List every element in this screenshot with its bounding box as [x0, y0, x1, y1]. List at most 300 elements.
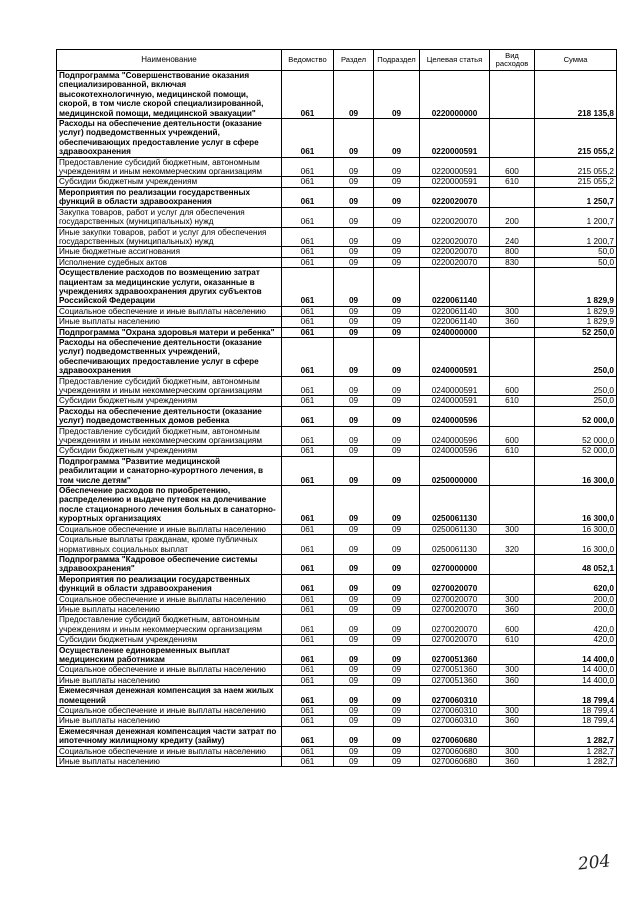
- cell-subsection: 09: [374, 337, 420, 376]
- cell-name: Иные выплаты населению: [57, 757, 282, 767]
- cell-dept: 061: [282, 757, 334, 767]
- cell-name: Субсидии бюджетным учреждениям: [57, 446, 282, 456]
- cell-dept: 061: [282, 594, 334, 604]
- cell-sum: 16 300,0: [535, 456, 617, 485]
- table-header-row: [57, 50, 617, 71]
- cell-sum: 18 799,4: [535, 706, 617, 716]
- cell-target: 0270060310: [420, 706, 490, 716]
- cell-dept: 061: [282, 227, 334, 247]
- cell-section: 09: [334, 446, 374, 456]
- table-row: [57, 554, 617, 574]
- cell-expense: [490, 645, 535, 665]
- cell-subsection: 09: [374, 594, 420, 604]
- cell-name: Предоставление субсидий бюджетным, автономным учреждениям и иным некоммерческим организациям: [57, 426, 282, 446]
- cell-section: 09: [334, 376, 374, 396]
- cell-subsection: 09: [374, 446, 420, 456]
- cell-target: 0240000596: [420, 426, 490, 446]
- table-row: [57, 227, 617, 247]
- table-row: [57, 635, 617, 645]
- cell-subsection: 09: [374, 257, 420, 267]
- cell-dept: 061: [282, 327, 334, 337]
- cell-name: Иные бюджетные ассигнования: [57, 247, 282, 257]
- cell-target: 0220020070: [420, 257, 490, 267]
- cell-section: 09: [334, 177, 374, 187]
- cell-subsection: 09: [374, 746, 420, 756]
- cell-name: Подпрограмма "Развитие медицинской реабилитации и санаторно-курортного лечения, в том числе детям": [57, 456, 282, 485]
- cell-target: 0220000591: [420, 177, 490, 187]
- cell-expense: [490, 574, 535, 594]
- cell-subsection: 09: [374, 306, 420, 316]
- cell-dept: 061: [282, 177, 334, 187]
- cell-dept: 061: [282, 645, 334, 665]
- cell-subsection: 09: [374, 247, 420, 257]
- cell-target: 0240000596: [420, 406, 490, 426]
- cell-subsection: 09: [374, 157, 420, 177]
- cell-sum: 1 829,9: [535, 317, 617, 327]
- cell-name: Социальное обеспечение и иные выплаты населению: [57, 524, 282, 534]
- cell-section: 09: [334, 157, 374, 177]
- cell-expense: 830: [490, 257, 535, 267]
- table-row: [57, 406, 617, 426]
- table-row: [57, 524, 617, 534]
- cell-sum: 1 250,7: [535, 187, 617, 207]
- table-row: [57, 686, 617, 706]
- table-row: [57, 157, 617, 177]
- cell-expense: 360: [490, 604, 535, 614]
- cell-sum: 1 200,7: [535, 227, 617, 247]
- cell-expense: 610: [490, 177, 535, 187]
- cell-expense: 360: [490, 716, 535, 726]
- cell-section: 09: [334, 257, 374, 267]
- cell-sum: 16 300,0: [535, 535, 617, 555]
- table-row: [57, 665, 617, 675]
- page-number: 204: [577, 851, 612, 875]
- table-row: [57, 257, 617, 267]
- cell-subsection: 09: [374, 376, 420, 396]
- cell-name: Социальное обеспечение и иные выплаты населению: [57, 665, 282, 675]
- table-row: [57, 268, 617, 307]
- cell-target: 0240000596: [420, 446, 490, 456]
- cell-expense: 300: [490, 594, 535, 604]
- cell-section: 09: [334, 227, 374, 247]
- cell-section: 09: [334, 686, 374, 706]
- cell-dept: 061: [282, 706, 334, 716]
- cell-sum: 14 400,0: [535, 675, 617, 685]
- cell-name: Расходы на обеспечение деятельности (оказание услуг) подведомственных учреждений, обеспечивающих предоставление услуг в сфере здравоохранения: [57, 119, 282, 158]
- cell-dept: 061: [282, 726, 334, 746]
- table-row: [57, 675, 617, 685]
- cell-section: 09: [334, 645, 374, 665]
- cell-sum: 1 282,7: [535, 746, 617, 756]
- cell-expense: [490, 456, 535, 485]
- cell-subsection: 09: [374, 686, 420, 706]
- cell-name: Мероприятия по реализации государственных функций в области здравоохранения: [57, 187, 282, 207]
- cell-name: Закупка товаров, работ и услуг для обеспечения государственных (муниципальных) нужд: [57, 207, 282, 227]
- cell-section: 09: [334, 406, 374, 426]
- cell-subsection: 09: [374, 177, 420, 187]
- cell-target: 0220020070: [420, 187, 490, 207]
- cell-dept: 061: [282, 247, 334, 257]
- cell-target: 0270060680: [420, 746, 490, 756]
- cell-name: Иные выплаты населению: [57, 716, 282, 726]
- cell-sum: 420,0: [535, 635, 617, 645]
- budget-table: [56, 49, 617, 767]
- cell-sum: 1 829,9: [535, 268, 617, 307]
- cell-name: Предоставление субсидий бюджетным, автономным учреждениям и иным некоммерческим организациям: [57, 157, 282, 177]
- cell-sum: 1 829,9: [535, 306, 617, 316]
- cell-sum: 215 055,2: [535, 157, 617, 177]
- cell-target: 0220061140: [420, 268, 490, 307]
- cell-dept: 061: [282, 574, 334, 594]
- cell-subsection: 09: [374, 119, 420, 158]
- cell-sum: 1 282,7: [535, 726, 617, 746]
- cell-name: Исполнение судебных актов: [57, 257, 282, 267]
- cell-expense: [490, 726, 535, 746]
- cell-subsection: 09: [374, 716, 420, 726]
- cell-dept: 061: [282, 187, 334, 207]
- cell-target: 0250061130: [420, 524, 490, 534]
- header-target: Целевая статья: [420, 50, 490, 71]
- cell-target: 0220061140: [420, 317, 490, 327]
- cell-subsection: 09: [374, 635, 420, 645]
- cell-dept: 061: [282, 675, 334, 685]
- cell-expense: 360: [490, 675, 535, 685]
- cell-expense: 610: [490, 635, 535, 645]
- cell-dept: 061: [282, 456, 334, 485]
- cell-dept: 061: [282, 157, 334, 177]
- cell-sum: 52 250,0: [535, 327, 617, 337]
- cell-target: 0270051360: [420, 645, 490, 665]
- cell-name: Иные закупки товаров, работ и услуг для обеспечения государственных (муниципальных) нужд: [57, 227, 282, 247]
- table-row: [57, 327, 617, 337]
- cell-expense: [490, 268, 535, 307]
- cell-section: 09: [334, 207, 374, 227]
- cell-name: Осуществление расходов по возмещению затрат пациентам за медицинские услуги, оказанные в учреждениях здравоохранения других субъектов Российской Федерации: [57, 268, 282, 307]
- cell-target: 0240000591: [420, 337, 490, 376]
- cell-subsection: 09: [374, 426, 420, 446]
- cell-subsection: 09: [374, 574, 420, 594]
- cell-section: 09: [334, 554, 374, 574]
- cell-subsection: 09: [374, 665, 420, 675]
- cell-expense: [490, 71, 535, 119]
- cell-name: Социальное обеспечение и иные выплаты населению: [57, 594, 282, 604]
- cell-target: 0220000591: [420, 119, 490, 158]
- cell-section: 09: [334, 726, 374, 746]
- cell-subsection: 09: [374, 554, 420, 574]
- cell-section: 09: [334, 594, 374, 604]
- cell-subsection: 09: [374, 456, 420, 485]
- cell-dept: 061: [282, 604, 334, 614]
- header-section: Раздел: [334, 50, 374, 71]
- cell-sum: 200,0: [535, 604, 617, 614]
- cell-subsection: 09: [374, 615, 420, 635]
- cell-sum: 215 055,2: [535, 119, 617, 158]
- cell-expense: 360: [490, 317, 535, 327]
- cell-name: Осуществление единовременных выплат медицинским работникам: [57, 645, 282, 665]
- cell-sum: 16 300,0: [535, 486, 617, 525]
- cell-sum: 52 000,0: [535, 406, 617, 426]
- table-row: [57, 337, 617, 376]
- cell-subsection: 09: [374, 675, 420, 685]
- cell-expense: 600: [490, 157, 535, 177]
- cell-section: 09: [334, 615, 374, 635]
- cell-subsection: 09: [374, 207, 420, 227]
- cell-sum: 215 055,2: [535, 177, 617, 187]
- cell-dept: 061: [282, 119, 334, 158]
- cell-dept: 061: [282, 716, 334, 726]
- table-row: [57, 726, 617, 746]
- cell-name: Социальное обеспечение и иные выплаты населению: [57, 306, 282, 316]
- cell-name: Расходы на обеспечение деятельности (оказание услуг) подведомственных домов ребенка: [57, 406, 282, 426]
- cell-dept: 061: [282, 535, 334, 555]
- cell-name: Иные выплаты населению: [57, 604, 282, 614]
- cell-name: Социальные выплаты гражданам, кроме публичных нормативных социальных выплат: [57, 535, 282, 555]
- cell-dept: 061: [282, 554, 334, 574]
- cell-name: Предоставление субсидий бюджетным, автономным учреждениям и иным некоммерческим организациям: [57, 376, 282, 396]
- cell-dept: 061: [282, 486, 334, 525]
- cell-target: 0270060310: [420, 716, 490, 726]
- table-row: [57, 645, 617, 665]
- cell-subsection: 09: [374, 726, 420, 746]
- cell-sum: 218 135,8: [535, 71, 617, 119]
- cell-sum: 1 200,7: [535, 207, 617, 227]
- table-row: [57, 604, 617, 614]
- cell-subsection: 09: [374, 268, 420, 307]
- cell-section: 09: [334, 187, 374, 207]
- cell-target: 0220061140: [420, 306, 490, 316]
- cell-subsection: 09: [374, 645, 420, 665]
- table-row: [57, 317, 617, 327]
- cell-section: 09: [334, 317, 374, 327]
- cell-dept: 061: [282, 71, 334, 119]
- table-row: [57, 535, 617, 555]
- cell-target: 0220020070: [420, 227, 490, 247]
- cell-name: Мероприятия по реализации государственных функций в области здравоохранения: [57, 574, 282, 594]
- table-body: [57, 71, 617, 767]
- cell-expense: [490, 119, 535, 158]
- cell-subsection: 09: [374, 187, 420, 207]
- cell-section: 09: [334, 524, 374, 534]
- table-row: [57, 396, 617, 406]
- cell-section: 09: [334, 306, 374, 316]
- table-row: [57, 207, 617, 227]
- cell-section: 09: [334, 71, 374, 119]
- cell-section: 09: [334, 486, 374, 525]
- cell-section: 09: [334, 604, 374, 614]
- cell-expense: 300: [490, 746, 535, 756]
- header-expense: Вид расходов: [490, 50, 535, 71]
- cell-subsection: 09: [374, 227, 420, 247]
- cell-subsection: 09: [374, 396, 420, 406]
- table-row: [57, 757, 617, 767]
- cell-target: 0250061130: [420, 486, 490, 525]
- cell-section: 09: [334, 706, 374, 716]
- cell-target: 0250061130: [420, 535, 490, 555]
- cell-name: Иные выплаты населению: [57, 675, 282, 685]
- cell-sum: 52 000,0: [535, 446, 617, 456]
- cell-expense: 600: [490, 426, 535, 446]
- cell-target: 0270020070: [420, 604, 490, 614]
- table-row: [57, 446, 617, 456]
- cell-section: 09: [334, 327, 374, 337]
- cell-sum: 18 799,4: [535, 686, 617, 706]
- table-row: [57, 426, 617, 446]
- cell-sum: 1 282,7: [535, 757, 617, 767]
- cell-dept: 061: [282, 337, 334, 376]
- table-row: [57, 71, 617, 119]
- cell-target: 0270000000: [420, 554, 490, 574]
- cell-section: 09: [334, 716, 374, 726]
- table-row: [57, 187, 617, 207]
- cell-dept: 061: [282, 686, 334, 706]
- cell-sum: 48 052,1: [535, 554, 617, 574]
- table-row: [57, 119, 617, 158]
- cell-expense: 800: [490, 247, 535, 257]
- cell-expense: [490, 337, 535, 376]
- cell-sum: 50,0: [535, 247, 617, 257]
- cell-target: 0220000000: [420, 71, 490, 119]
- cell-target: 0270060310: [420, 686, 490, 706]
- cell-expense: 240: [490, 227, 535, 247]
- cell-target: 0270020070: [420, 615, 490, 635]
- cell-target: 0270020070: [420, 594, 490, 604]
- cell-name: Подпрограмма "Совершенствование оказания специализированной, включая высокотехнологичную, медицинской помощи, скорой, в том числе скорой специализированной, медицинской помощи, медицинской эвакуации": [57, 71, 282, 119]
- cell-section: 09: [334, 247, 374, 257]
- cell-sum: 16 300,0: [535, 524, 617, 534]
- cell-sum: 18 799,4: [535, 716, 617, 726]
- cell-subsection: 09: [374, 604, 420, 614]
- cell-dept: 061: [282, 635, 334, 645]
- cell-section: 09: [334, 535, 374, 555]
- table-row: [57, 177, 617, 187]
- table-row: [57, 615, 617, 635]
- cell-dept: 061: [282, 406, 334, 426]
- cell-dept: 061: [282, 746, 334, 756]
- cell-expense: [490, 486, 535, 525]
- cell-dept: 061: [282, 306, 334, 316]
- header-subsection: Подраздел: [374, 50, 420, 71]
- cell-target: 0240000000: [420, 327, 490, 337]
- cell-subsection: 09: [374, 406, 420, 426]
- cell-dept: 061: [282, 665, 334, 675]
- cell-subsection: 09: [374, 327, 420, 337]
- cell-dept: 061: [282, 524, 334, 534]
- cell-target: 0240000591: [420, 396, 490, 406]
- cell-subsection: 09: [374, 757, 420, 767]
- header-name: Наименование: [57, 50, 282, 71]
- cell-section: 09: [334, 396, 374, 406]
- cell-target: 0270051360: [420, 675, 490, 685]
- cell-subsection: 09: [374, 524, 420, 534]
- cell-sum: 250,0: [535, 337, 617, 376]
- cell-dept: 061: [282, 446, 334, 456]
- table-row: [57, 247, 617, 257]
- cell-section: 09: [334, 757, 374, 767]
- cell-sum: 620,0: [535, 574, 617, 594]
- cell-expense: 610: [490, 446, 535, 456]
- cell-name: Субсидии бюджетным учреждениям: [57, 396, 282, 406]
- cell-name: Ежемесячная денежная компенсация за наем жилых помещений: [57, 686, 282, 706]
- cell-dept: 061: [282, 317, 334, 327]
- cell-expense: 300: [490, 665, 535, 675]
- table-row: [57, 574, 617, 594]
- cell-section: 09: [334, 675, 374, 685]
- cell-target: 0240000591: [420, 376, 490, 396]
- cell-target: 0220020070: [420, 247, 490, 257]
- cell-sum: 200,0: [535, 594, 617, 604]
- cell-name: Субсидии бюджетным учреждениям: [57, 177, 282, 187]
- cell-name: Подпрограмма "Охрана здоровья матери и ребенка": [57, 327, 282, 337]
- table-row: [57, 306, 617, 316]
- cell-subsection: 09: [374, 71, 420, 119]
- table-row: [57, 706, 617, 716]
- cell-sum: 250,0: [535, 396, 617, 406]
- cell-expense: 300: [490, 706, 535, 716]
- cell-dept: 061: [282, 207, 334, 227]
- cell-section: 09: [334, 426, 374, 446]
- cell-name: Субсидии бюджетным учреждениям: [57, 635, 282, 645]
- cell-dept: 061: [282, 257, 334, 267]
- cell-expense: 320: [490, 535, 535, 555]
- cell-dept: 061: [282, 268, 334, 307]
- cell-name: Ежемесячная денежная компенсация части затрат по ипотечному жилищному кредиту (займу): [57, 726, 282, 746]
- cell-subsection: 09: [374, 706, 420, 716]
- cell-target: 0270020070: [420, 574, 490, 594]
- table-row: [57, 456, 617, 485]
- cell-dept: 061: [282, 426, 334, 446]
- cell-target: 0270060680: [420, 757, 490, 767]
- table-row: [57, 486, 617, 525]
- cell-target: 0270060680: [420, 726, 490, 746]
- cell-expense: 600: [490, 376, 535, 396]
- cell-expense: 600: [490, 615, 535, 635]
- cell-name: Расходы на обеспечение деятельности (оказание услуг) подведомственных учреждений, обеспечивающих предоставление услуг в сфере здравоохранения: [57, 337, 282, 376]
- cell-section: 09: [334, 119, 374, 158]
- cell-expense: [490, 554, 535, 574]
- cell-target: 0270051360: [420, 665, 490, 675]
- cell-sum: 14 400,0: [535, 665, 617, 675]
- cell-target: 0270020070: [420, 635, 490, 645]
- cell-dept: 061: [282, 615, 334, 635]
- cell-sum: 14 400,0: [535, 645, 617, 665]
- cell-name: Подпрограмма "Кадровое обеспечение системы здравоохранения": [57, 554, 282, 574]
- cell-sum: 52 000,0: [535, 426, 617, 446]
- cell-target: 0220020070: [420, 207, 490, 227]
- cell-subsection: 09: [374, 486, 420, 525]
- cell-section: 09: [334, 746, 374, 756]
- cell-expense: 300: [490, 524, 535, 534]
- header-dept: Ведомство: [282, 50, 334, 71]
- table-row: [57, 376, 617, 396]
- cell-sum: 50,0: [535, 257, 617, 267]
- cell-sum: 250,0: [535, 376, 617, 396]
- cell-name: Предоставление субсидий бюджетным, автономным учреждениям и иным некоммерческим организациям: [57, 615, 282, 635]
- cell-dept: 061: [282, 376, 334, 396]
- cell-expense: [490, 686, 535, 706]
- cell-subsection: 09: [374, 317, 420, 327]
- cell-expense: 360: [490, 757, 535, 767]
- table-row: [57, 594, 617, 604]
- cell-name: Иные выплаты населению: [57, 317, 282, 327]
- cell-expense: [490, 187, 535, 207]
- cell-section: 09: [334, 268, 374, 307]
- cell-section: 09: [334, 337, 374, 376]
- cell-name: Обеспечение расходов по приобретению, распределению и выдаче путевок на долечивание после стационарного лечения больных в санаторно-курортных организациях: [57, 486, 282, 525]
- cell-target: 0220000591: [420, 157, 490, 177]
- cell-expense: [490, 406, 535, 426]
- header-sum: Сумма: [535, 50, 617, 71]
- cell-name: Социальное обеспечение и иные выплаты населению: [57, 746, 282, 756]
